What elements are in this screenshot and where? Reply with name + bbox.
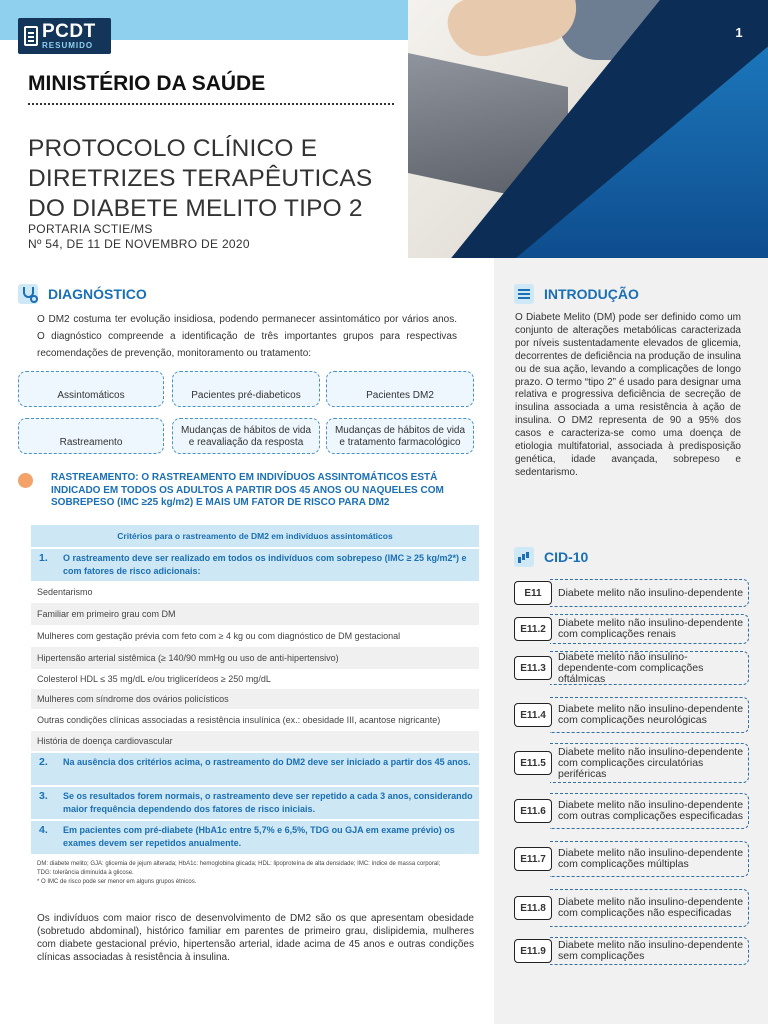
diagnostico-text: O DM2 costuma ter evolução insidiosa, podendo permanecer assintomático por vários anos. O diagnóstico compreende a identificação de três importantes grupos para respectivas recomendações de prevenção, monitoramento ou tratamento: xyxy=(37,314,457,359)
rastreamento-callout: RASTREAMENTO: O RASTREAMENTO EM INDIVÍDUOS ASSINTOMÁTICOS ESTÁ INDICADO EM TODOS OS ADULTOS A PARTIR DOS 45 ANOS OU NAQUELES COM SOBREPESO (IMC ≥25 kg/m2) E MAIS UM FATOR DE RISCO PARA DM2 xyxy=(51,472,444,508)
cid-code: E11.6 xyxy=(514,799,552,823)
cid-code: E11.5 xyxy=(514,751,552,775)
table-row-criterion xyxy=(31,549,479,581)
cid-item xyxy=(514,697,749,733)
cid-item xyxy=(514,743,749,783)
list-icon xyxy=(514,284,534,304)
page-title xyxy=(28,134,408,224)
cid-code: E11.8 xyxy=(514,896,552,920)
cid-description: Diabete melito não insulino-dependente com complicações neurológicas xyxy=(550,697,749,733)
group-box: Pacientes pré-diabeticos xyxy=(172,371,320,407)
criterion-number: 4. xyxy=(39,824,48,836)
criterion-number: 3. xyxy=(39,790,48,802)
pcdt-logo xyxy=(18,18,111,54)
logo-sub-text: RESUMIDO xyxy=(42,41,94,50)
group-box: Assintomáticos xyxy=(18,371,164,407)
portaria-info xyxy=(28,222,250,252)
bar-chart-icon xyxy=(514,547,534,567)
table-row: Sedentarismo xyxy=(37,587,93,597)
footnote: DM: diabete melito; GJA: glicemia de jejum alterada; HbA1c: hemoglobina glicada; HDL: lipoproteína de alta densidade; IMC: índice de massa corporal; xyxy=(37,861,441,867)
cid-code: E11.9 xyxy=(514,939,552,963)
introducao-text: O Diabete Melito (DM) pode ser definido como um conjunto de alterações metabólicas caracterizada por níveis sustentadamente elevados de glicemia, decorrentes de deficiência na produção de insulina ou de sua ação, levando a complicações de longo prazo. O termo “tipo 2” é usado para designar uma relativa e progressiva deficiência de secreção de insulina associada a uma resistência à ação de insulina. O DM2 representa de 90 a 95% dos casos e caracteriza-se como uma doença de etiologia multifatorial, associada à predisposição genética, idade avançada, sobrepeso e sedentarismo. xyxy=(515,312,741,478)
cid-code: E11.7 xyxy=(514,847,552,871)
table-row: Colesterol HDL ≤ 35 mg/dL e/ou triglicerídeos ≥ 250 mg/dL xyxy=(37,674,271,684)
section-title: DIAGNÓSTICO xyxy=(48,286,147,302)
action-box: Rastreamento xyxy=(18,418,164,454)
logo-main-text: PCDT xyxy=(42,21,96,42)
cid-item xyxy=(514,889,749,927)
criterion-text: Na ausência dos critérios acima, o rastreamento do DM2 deve ser iniciado a partir dos 45 anos. xyxy=(63,757,471,767)
cid-description: Diabete melito não insulino-dependente com complicações não especificadas xyxy=(550,889,749,927)
table-row: Mulheres com síndrome dos ovários policísticos xyxy=(31,689,479,709)
cid-item xyxy=(514,841,749,877)
criterion-number: 2. xyxy=(39,756,48,768)
introducao-heading xyxy=(514,284,639,304)
cid-item xyxy=(514,937,749,965)
table-row: Familiar em primeiro grau com DM xyxy=(31,603,479,625)
cid-code: E11.4 xyxy=(514,703,552,727)
risk-paragraph: Os indivíduos com maior risco de desenvolvimento de DM2 são os que apresentam obesidade (sobretudo abdominal), histórico familiar em parentes de primeiro grau, dislipidemia, mulheres com diabete gestacional prévio, hipertensão arterial, idade acima de 45 anos e outras condições clínicas associadas à resistência à insulina. xyxy=(37,913,474,963)
cid-heading xyxy=(514,547,588,567)
title-line: DO DIABETE MELITO TIPO 2 xyxy=(28,195,363,222)
cid-item xyxy=(514,579,749,607)
table-row: Hipertensão arterial sistêmica (≥ 140/90 mmHg ou uso de anti-hipertensivo) xyxy=(31,647,479,669)
cid-code: E11.3 xyxy=(514,656,552,680)
table-header: Critérios para o rastreamento de DM2 em indivíduos assintomáticos xyxy=(31,525,479,547)
cid-description: Diabete melito não insulino-dependente-com complicações oftálmicas xyxy=(550,651,749,685)
cid-description: Diabete melito não insulino-dependente com complicações renais xyxy=(550,614,749,644)
criterion-text: O rastreamento deve ser realizado em todos os indivíduos com sobrepeso (IMC ≥ 25 kg/m2*) e com fatores de risco adicionais: xyxy=(63,553,467,576)
criterion-number: 1. xyxy=(39,552,48,564)
cid-description: Diabete melito não insulino-dependente com outras complicações especificadas xyxy=(550,793,749,829)
table-footnotes xyxy=(37,860,457,887)
portaria-line: Nº 54, DE 11 DE NOVEMBRO DE 2020 xyxy=(28,237,250,251)
table-row-criterion xyxy=(31,821,479,854)
title-line: PROTOCOLO CLÍNICO E xyxy=(28,135,318,162)
cid-description: Diabete melito não insulino-dependente sem complicações xyxy=(550,937,749,965)
table-row: Mulheres com gestação prévia com feto com ≥ 4 kg ou com diagnóstico de DM gestacional xyxy=(37,631,401,641)
bullet-dot xyxy=(18,473,33,488)
document-icon xyxy=(24,26,38,46)
footnote: TDG: tolerância diminuída à glicose. xyxy=(37,870,134,876)
footnote: * O IMC de risco pode ser menor em alguns grupos étnicos. xyxy=(37,879,197,885)
divider xyxy=(28,103,394,105)
cid-code: E11 xyxy=(514,581,552,605)
criterion-text: Se os resultados forem normais, o rastreamento deve ser repetido a cada 3 anos, considerando maior frequência dependendo dos fatores de risco iniciais. xyxy=(63,791,473,814)
cid-item xyxy=(514,793,749,829)
action-box: Mudanças de hábitos de vida e reavaliação da resposta xyxy=(172,418,320,454)
diagnostico-heading xyxy=(18,284,147,304)
cid-item xyxy=(514,651,749,685)
table-row-criterion xyxy=(31,787,479,819)
cid-code: E11.2 xyxy=(514,617,552,641)
page-number: 1 xyxy=(729,22,749,42)
action-box: Mudanças de hábitos de vida e tratamento farmacológico xyxy=(326,418,474,454)
cid-description: Diabete melito não insulino-dependente com complicações circulatórias periféricas xyxy=(550,743,749,783)
ministry-name: MINISTÉRIO DA SAÚDE xyxy=(28,72,266,95)
table-row: Outras condições clínicas associadas a resistência insulínica (ex.: obesidade III, acantose nigricante) xyxy=(37,715,441,725)
section-title: CID-10 xyxy=(544,549,589,565)
group-box: Pacientes DM2 xyxy=(326,371,474,407)
cid-item xyxy=(514,614,749,644)
cid-description: Diabete melito não insulino-dependente com complicações múltiplas xyxy=(550,841,749,877)
title-line: DIRETRIZES TERAPÊUTICAS xyxy=(28,165,373,192)
portaria-line: PORTARIA SCTIE/MS xyxy=(28,222,153,236)
table-row: História de doença cardiovascular xyxy=(31,731,479,751)
cid-description: Diabete melito não insulino-dependente xyxy=(550,579,749,607)
section-title: INTRODUÇÃO xyxy=(544,286,639,302)
criterion-text: Em pacientes com pré-diabete (HbA1c entre 5,7% e 6,5%, TDG ou GJA em exame prévio) os exames devem ser repetidos anualmente. xyxy=(63,825,455,848)
stethoscope-icon xyxy=(18,284,38,304)
table-row-criterion xyxy=(31,753,479,785)
